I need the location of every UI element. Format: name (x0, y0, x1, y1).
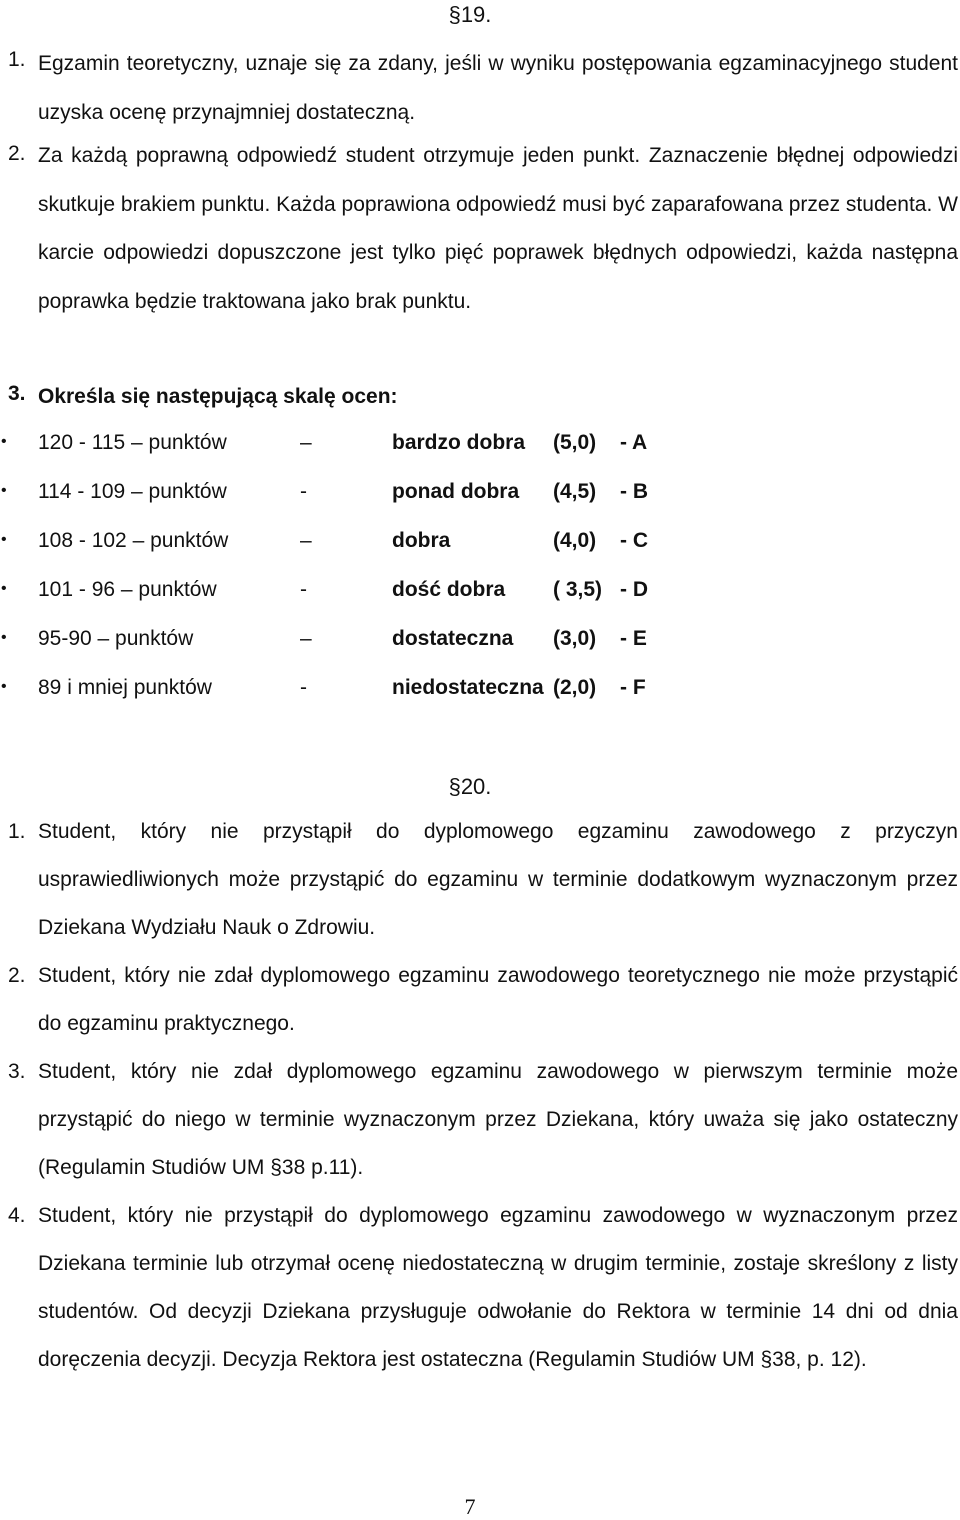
item-text: Student, który nie przystąpił do dyplomowego egzaminu zawodowego w wyznaczonym przez Dziekana terminie lub otrzymał ocenę niedostateczną w drugim terminie, zostaje skreślony z listy studentów. Od decyzji Dziekana przysługuje odwołanie do Rektora w terminie 14 dni od dnia doręczenia decyzji. Decyzja Rektora jest ostateczna (Regulamin Studiów UM §38, p. 12). (38, 1204, 958, 1371)
bullet-icon: • (1, 433, 7, 450)
grade-value: ( 3,5) (553, 578, 603, 601)
grade-name: dość dobra (392, 578, 506, 601)
grade-name: dostateczna (392, 627, 514, 650)
item-number: 1. (8, 48, 26, 71)
section-20-item-2 (8, 952, 958, 1048)
grade-dash: – (300, 627, 312, 650)
section-19-item-2 (8, 132, 958, 326)
grade-dash: - (300, 676, 307, 699)
grade-row (0, 529, 760, 559)
grade-name: ponad dobra (392, 480, 520, 503)
grade-value: (4,0) (553, 529, 597, 552)
section-20-item-4 (8, 1192, 958, 1384)
section-19-title: §19. (448, 2, 492, 27)
grade-dash: - (300, 480, 307, 503)
bullet-icon: • (1, 482, 7, 499)
grade-name: bardzo dobra (392, 431, 526, 454)
section-20-title: §20. (448, 774, 492, 799)
grade-range: 108 - 102 – punktów (38, 529, 229, 552)
grade-letter: - A (620, 431, 648, 454)
grade-value: (4,5) (553, 480, 597, 503)
grade-letter: - C (620, 529, 648, 552)
grade-letter: - E (620, 627, 647, 650)
item-number: 3. (8, 1060, 26, 1083)
item-number: 2. (8, 964, 26, 987)
grade-range: 101 - 96 – punktów (38, 578, 217, 601)
grade-letter: - B (620, 480, 648, 503)
grade-dash: – (300, 431, 312, 454)
bullet-icon: • (1, 531, 7, 548)
grade-name: dobra (392, 529, 451, 552)
grade-range: 120 - 115 – punktów (38, 431, 227, 454)
item-text: Student, który nie zdał dyplomowego egzaminu zawodowego teoretycznego nie może przystąpić do egzaminu praktycznego. (38, 964, 958, 1035)
item-text: Student, który nie zdał dyplomowego egzaminu zawodowego w pierwszym terminie może przystąpić do niego w terminie wyznaczonym przez Dziekana, który uważa się jako ostateczny (Regulamin Studiów UM §38 p.11). (38, 1060, 958, 1179)
grade-name: niedostateczna (392, 676, 544, 699)
bullet-icon: • (1, 629, 7, 646)
grade-range: 95-90 – punktów (38, 627, 194, 650)
item-number: 4. (8, 1204, 26, 1227)
item-text: Student, który nie przystąpił do dyplomowego egzaminu zawodowego z przyczyn usprawiedliwionych może przystąpić do egzaminu w terminie dodatkowym wyznaczonym przez Dziekana Wydziału Nauk o Zdrowiu. (38, 820, 958, 939)
grade-dash: – (300, 529, 312, 552)
grade-value: (3,0) (553, 627, 597, 650)
grade-row (0, 627, 760, 657)
item-text: Za każdą poprawną odpowiedź student otrzymuje jeden punkt. Zaznaczenie błędnej odpowiedzi skutkuje brakiem punktu. Każda poprawiona odpowiedź musi być zaparafowana przez studenta. W karcie odpowiedzi dopuszczone jest tylko pięć poprawek błędnych odpowiedzi, każda następna poprawka będzie traktowana jako brak punktu. (38, 144, 958, 313)
item-number: 2. (8, 142, 26, 165)
grade-range: 114 - 109 – punktów (38, 480, 227, 503)
grade-value: (2,0) (553, 676, 597, 699)
page-number: 7 (464, 1494, 476, 1519)
grade-letter: - F (620, 676, 646, 699)
section-20-item-1 (8, 808, 958, 952)
bullet-icon: • (1, 580, 7, 597)
section-20-item-3 (8, 1048, 958, 1192)
section-19-item-3 (8, 382, 958, 412)
grade-range: 89 i mniej punktów (38, 676, 212, 699)
item-text: Określa się następującą skalę ocen: (38, 385, 398, 408)
item-number: 3. (8, 382, 26, 405)
section-19-item-1 (8, 40, 958, 137)
grade-value: (5,0) (553, 431, 597, 454)
grade-row (0, 431, 760, 461)
grade-dash: - (300, 578, 307, 601)
bullet-icon: • (1, 678, 7, 695)
item-number: 1. (8, 820, 26, 843)
grade-row (0, 480, 760, 510)
grade-row (0, 676, 760, 706)
grade-row (0, 578, 760, 608)
item-text: Egzamin teoretyczny, uznaje się za zdany, jeśli w wyniku postępowania egzaminacyjnego student uzyska ocenę przynajmniej dostateczną. (38, 52, 958, 124)
grade-letter: - D (620, 578, 648, 601)
